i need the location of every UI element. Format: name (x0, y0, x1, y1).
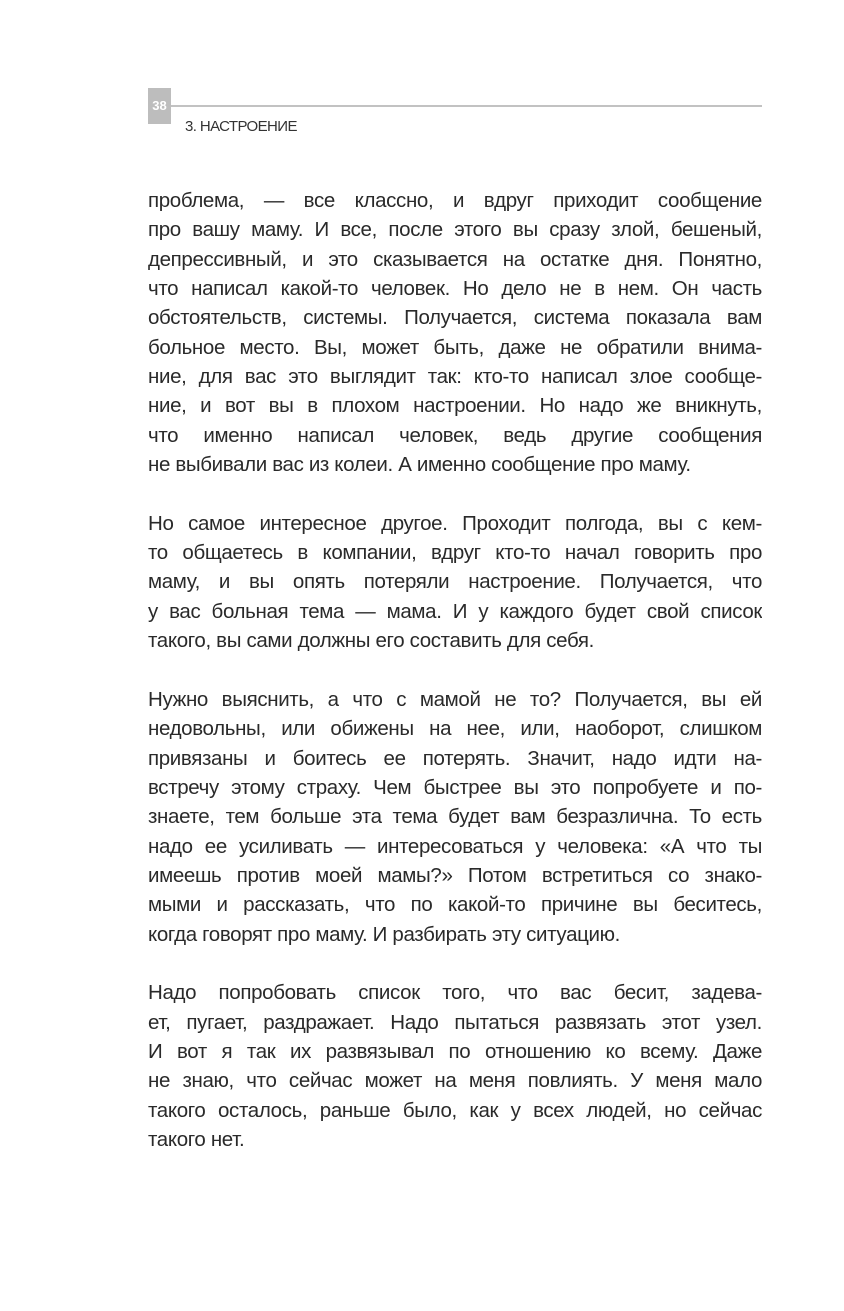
page-body (148, 186, 762, 1154)
text-line: такого, вы сами должны его составить для себя. (148, 629, 594, 653)
text-line: Нужно выяснить, а что с мамой не то? Получается, вы ей (148, 687, 762, 711)
text-line: то общаетесь в компании, вдруг кто-то начал говорить про (148, 541, 762, 565)
paragraph-gap (148, 949, 762, 978)
paragraph-gap (148, 656, 762, 685)
text-line: ние, для вас это выглядит так: кто-то написал злое сообще- (148, 365, 762, 389)
text-line: Но самое интересное другое. Проходит полгода, вы с кем- (148, 511, 762, 535)
text-line: депрессивный, и это сказывается на остатке дня. Понятно, (148, 247, 762, 271)
paragraph (148, 509, 762, 656)
text-line: маму, и вы опять потеряли настроение. Получается, что (148, 570, 762, 594)
text-line: Надо попробовать список того, что вас бесит, задева- (148, 981, 762, 1005)
text-line: такого осталось, раньше было, как у всех людей, но сейчас (148, 1098, 762, 1122)
text-line: знаете, тем больше эта тема будет вам безразлична. То есть (148, 805, 762, 829)
text-line: проблема, — все классно, и вдруг приходит сообщение (148, 189, 762, 212)
text-line: имеешь против моей мамы?» Потом встретиться со знако- (148, 863, 762, 887)
text-line: надо ее усиливать — интересоваться у человека: «А что ты (148, 834, 762, 858)
text-line: не выбивали вас из колеи. А именно сообщение про маму. (148, 453, 691, 477)
text-line: обстоятельств, системы. Получается, система показала вам (148, 306, 762, 330)
text-line: недовольны, или обижены на нее, или, наоборот, слишком (148, 717, 762, 741)
text-line: привязаны и боитесь ее потерять. Значит, надо идти на- (148, 746, 762, 770)
paragraph (148, 978, 762, 1154)
paragraph (148, 186, 762, 479)
text-line: что именно написал человек, ведь другие сообщения (148, 423, 762, 447)
text-line: ние, и вот вы в плохом настроении. Но надо же вникнуть, (148, 394, 762, 418)
text-line: больное место. Вы, может быть, даже не обратили внима- (148, 335, 762, 359)
text-line: встречу этому страху. Чем быстрее вы это попробуете и по- (148, 775, 762, 799)
text-line: когда говорят про маму. И разбирать эту ситуацию. (148, 922, 620, 946)
text-line: не знаю, что сейчас может на меня повлиять. У меня мало (148, 1069, 762, 1093)
text-line: что написал какой-то человек. Но дело не в нем. Он часть (148, 277, 762, 301)
text-line: ет, пугает, раздражает. Надо пытаться развязать этот узел. (148, 1010, 762, 1034)
text-line: такого нет. (148, 1128, 245, 1151)
paragraph (148, 685, 762, 949)
header-rule (171, 105, 762, 107)
text-line: мыми и рассказать, что по какой-то причине вы беситесь, (148, 893, 762, 917)
text-line: у вас больная тема — мама. И у каждого будет свой список (148, 599, 762, 623)
page-number: 38 (148, 88, 171, 124)
chapter-title: 3. НАСТРОЕНИЕ (185, 118, 297, 135)
text-line: про вашу маму. И все, после этого вы сразу злой, бешеный, (148, 218, 762, 242)
paragraph-gap (148, 479, 762, 508)
text-line: И вот я так их развязывал по отношению ко всему. Даже (148, 1039, 762, 1063)
